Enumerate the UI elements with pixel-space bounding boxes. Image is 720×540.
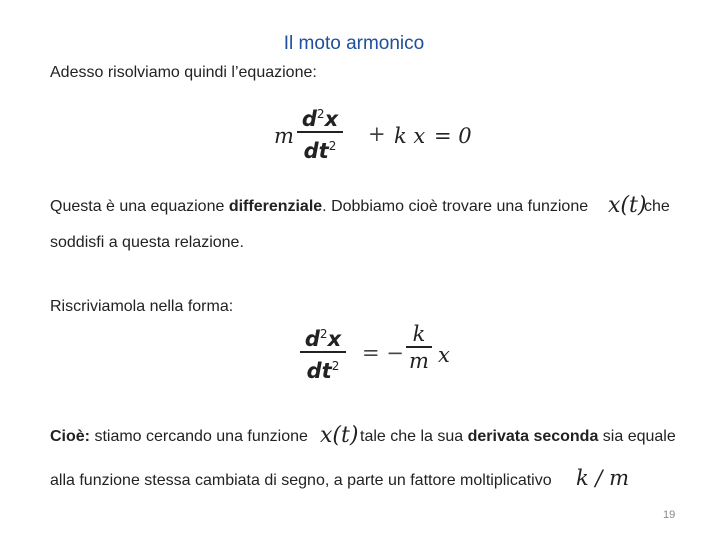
eq1-num-d: d bbox=[301, 107, 317, 131]
eq1-equals-zero: = 0 bbox=[434, 124, 472, 148]
line5-pre: stiamo cercando una funzione bbox=[90, 428, 308, 445]
eq2-rhs-fraction bbox=[406, 322, 432, 374]
eq2-numerator bbox=[305, 322, 341, 351]
eq2-denominator bbox=[307, 353, 340, 384]
function-x-of-t-2: x(t) bbox=[320, 423, 359, 448]
eq1-denominator bbox=[304, 133, 337, 164]
paragraph-line-5b bbox=[360, 428, 676, 446]
eq2-num-exp: 2 bbox=[319, 327, 328, 341]
eq2-num-x: x bbox=[327, 327, 342, 351]
eq1-den-dt: dt bbox=[303, 139, 329, 163]
line5-post: sia equale bbox=[598, 428, 676, 445]
line2-post: che bbox=[644, 198, 670, 215]
eq1-den-exp: 2 bbox=[328, 139, 337, 153]
function-x-of-t: x(t) bbox=[608, 193, 647, 218]
paragraph-line-3: soddisfi a questa relazione. bbox=[50, 234, 244, 251]
paragraph-line-4: Riscriviamola nella forma: bbox=[50, 298, 234, 315]
eq2-k: k bbox=[412, 322, 426, 346]
line2-bold-differenziale: differenziale bbox=[228, 198, 323, 215]
eq1-mass: m bbox=[274, 124, 294, 148]
intro-line: Adesso risolviamo quindi l’equazione: bbox=[50, 64, 317, 81]
eq1-plus: + bbox=[368, 122, 386, 146]
eq2-lhs-fraction bbox=[300, 322, 346, 384]
page-number: 19 bbox=[663, 509, 676, 521]
eq1-num-exp: 2 bbox=[316, 107, 325, 121]
line2-pre: Questa è una equazione bbox=[50, 198, 229, 215]
eq2-den-exp: 2 bbox=[331, 359, 340, 373]
eq1-num-x: x bbox=[324, 107, 339, 131]
line5-bold-derivata: derivata seconda bbox=[467, 428, 599, 445]
paragraph-line-2 bbox=[50, 198, 588, 216]
eq2-den-dt: dt bbox=[306, 359, 332, 383]
eq2-num-d: d bbox=[304, 327, 320, 351]
line5-mid: tale che la sua bbox=[360, 428, 468, 445]
slide-title: Il moto armonico bbox=[283, 33, 425, 54]
eq1-fraction bbox=[297, 102, 343, 164]
eq2-m: m bbox=[409, 349, 429, 373]
line2-mid: . Dobbiamo cioè trovare una funzione bbox=[322, 198, 589, 215]
eq1-kx: k x bbox=[394, 124, 426, 148]
eq2-equals-minus: = − bbox=[362, 341, 404, 365]
paragraph-line-6: alla funzione stessa cambiata di segno, a parte un fattore moltiplicativo bbox=[50, 472, 552, 489]
line5-bold-cioe: Cioè: bbox=[50, 428, 90, 445]
ratio-k-over-m: k / m bbox=[576, 466, 630, 490]
paragraph-line-5 bbox=[50, 428, 308, 446]
eq1-numerator bbox=[302, 102, 338, 131]
eq2-x: x bbox=[438, 343, 450, 367]
